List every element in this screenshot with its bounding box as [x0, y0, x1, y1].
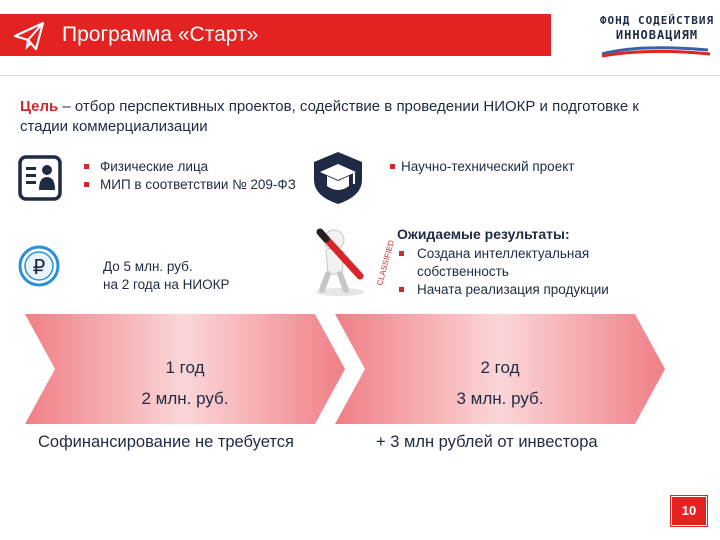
graduation-cap-icon: [310, 150, 366, 206]
funding-line1: До 5 млн. руб.: [103, 259, 193, 274]
results-heading: Ожидаемые результаты:: [397, 226, 570, 242]
fund-logo: [598, 14, 716, 62]
id-card-icon: [18, 155, 62, 201]
page-title: Программа «Старт»: [62, 23, 259, 46]
year1-label: 1 год: [165, 358, 205, 377]
funding-text: [103, 258, 229, 294]
page-number: 10: [671, 496, 707, 526]
pen-text: CLASSIFIED: [375, 239, 397, 287]
list-item: МИП в соответствии № 209-ФЗ: [82, 176, 302, 194]
list-item: Научно-технический проект: [390, 158, 690, 176]
header-divider: [0, 75, 720, 76]
goal-label: Цель: [20, 98, 59, 115]
paper-plane-icon: [12, 19, 46, 53]
ruble-coin-icon: [18, 245, 60, 287]
logo-text-line2: ИННОВАЦИЯМ: [615, 28, 699, 42]
year1-note: Софинансирование не требуется: [38, 433, 294, 451]
goal-description: – отбор перспективных проектов, содействие в проведении НИОКР и подготовке к стадии коммерциализации: [20, 98, 639, 135]
year2-label: 2 год: [480, 358, 520, 377]
goal-text: [20, 97, 680, 137]
figure-with-pen-icon: [310, 218, 397, 298]
year2-note: + 3 млн рублей от инвестора: [376, 433, 598, 451]
list-item: Начата реализация продукции: [397, 281, 677, 299]
year1-amount: 2 млн. руб.: [141, 389, 229, 408]
logo-swoosh-icon: [598, 44, 716, 58]
project-list: [390, 158, 690, 176]
participants-list: [82, 158, 302, 194]
results-list: [397, 245, 677, 299]
svg-text:₽: ₽: [32, 255, 46, 279]
list-item: Физические лица: [82, 158, 302, 176]
list-item: Создана интеллектуальная собственность: [397, 245, 677, 281]
year2-amount: 3 млн. руб.: [456, 389, 544, 408]
logo-text-line1: ФОНД СОДЕЙСТВИЯ: [599, 14, 715, 27]
funding-line2: на 2 года на НИОКР: [103, 277, 230, 292]
header-bar: [0, 14, 551, 56]
